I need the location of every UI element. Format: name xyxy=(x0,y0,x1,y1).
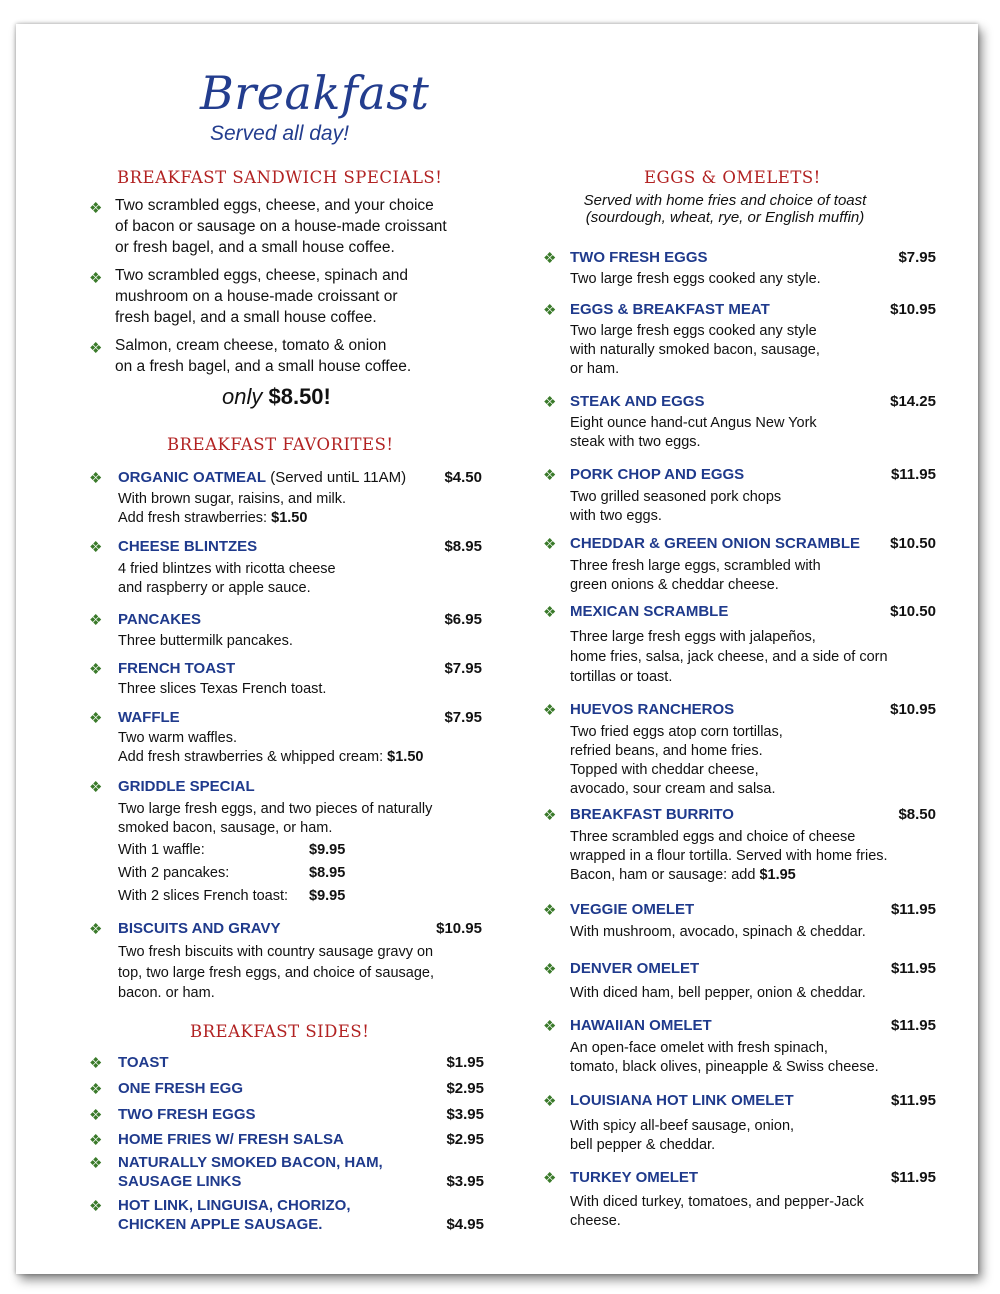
bullet-icon: ❖ xyxy=(543,807,557,824)
item-price: $10.95 xyxy=(890,301,936,318)
item-description: An open-face omelet with fresh spinach, tomato, black olives, pineapple & Swiss cheese. xyxy=(570,1040,879,1075)
bullet-icon: ❖ xyxy=(543,702,557,719)
item-description: 4 fried blintzes with ricotta cheese and raspberry or apple sauce. xyxy=(118,561,336,596)
page-title: Breakfast xyxy=(200,66,430,120)
item-description: With diced ham, bell pepper, onion & cheddar. xyxy=(570,985,866,1001)
side-name: CHICKEN APPLE SAUSAGE. xyxy=(118,1216,323,1233)
side-price: $3.95 xyxy=(446,1106,484,1123)
item-name: TWO FRESH EGGS xyxy=(570,249,708,266)
item-name: STEAK AND EGGS xyxy=(570,393,705,410)
bullet-icon: ❖ xyxy=(89,200,103,217)
item-description: Three slices Texas French toast. xyxy=(118,681,327,697)
favorites-heading: BREAKFAST FAVORITES! xyxy=(167,435,394,454)
item-name: HAWAIIAN OMELET xyxy=(570,1017,712,1034)
side-name: HOME FRIES W/ FRESH SALSA xyxy=(118,1131,344,1148)
bullet-icon: ❖ xyxy=(543,1093,557,1110)
eggs-heading: EGGS & OMELETS! xyxy=(644,168,821,187)
bullet-icon: ❖ xyxy=(89,1198,103,1215)
page-subtitle: Served all day! xyxy=(210,122,349,145)
sandwich-price: only $8.50! xyxy=(222,384,331,409)
side-name: ONE FRESH EGG xyxy=(118,1080,244,1097)
bullet-icon: ❖ xyxy=(89,1132,103,1149)
item-description: Two grilled seasoned pork chops with two eggs. xyxy=(570,489,782,524)
sandwich-item-1: Two scrambled eggs, cheese, and your choice of bacon or sausage on a house-made croissant or fresh bagel, and a small house coffee. xyxy=(115,197,447,256)
side-price: $2.95 xyxy=(446,1080,484,1097)
bullet-icon: ❖ xyxy=(89,340,103,357)
item-name: CHEESE BLINTZES xyxy=(118,538,258,555)
side-price: $4.95 xyxy=(446,1216,484,1233)
side-name: HOT LINK, LINGUISA, CHORIZO, xyxy=(118,1197,351,1214)
bullet-icon: ❖ xyxy=(543,536,557,553)
item-price: $10.50 xyxy=(890,535,936,552)
bullet-icon: ❖ xyxy=(543,394,557,411)
bullet-icon: ❖ xyxy=(543,302,557,319)
bullet-icon: ❖ xyxy=(89,270,103,287)
item-price: $11.95 xyxy=(890,1017,936,1034)
item-name: HUEVOS RANCHEROS xyxy=(570,701,735,718)
item-description: With brown sugar, raisins, and milk. Add fresh strawberries: $1.50 xyxy=(118,491,347,526)
bullet-icon: ❖ xyxy=(543,961,557,978)
item-description: Three scrambled eggs and choice of cheese wrapped in a flour tortilla. Served with home fries. Bacon, ham or sausage: add $1.95 xyxy=(570,829,888,883)
bullet-icon: ❖ xyxy=(543,1170,557,1187)
bullet-icon: ❖ xyxy=(543,1018,557,1035)
side-name: NATURALLY SMOKED BACON, HAM, xyxy=(118,1154,383,1171)
bullet-icon: ❖ xyxy=(543,467,557,484)
item-description: Two fried eggs atop corn tortillas, refried beans, and home fries. Topped with cheddar cheese, avocado, sour cream and salsa. xyxy=(570,724,783,797)
item-description: Two large fresh eggs cooked any style with naturally smoked bacon, sausage, or ham. xyxy=(570,323,820,377)
item-price: $11.95 xyxy=(890,466,936,483)
item-price: $8.95 xyxy=(444,538,482,555)
side-name: TOAST xyxy=(118,1054,169,1071)
bullet-icon: ❖ xyxy=(89,470,103,487)
side-name: SAUSAGE LINKS xyxy=(118,1173,242,1190)
item-name: BREAKFAST BURRITO xyxy=(570,806,734,823)
bullet-icon: ❖ xyxy=(89,921,103,938)
griddle-option-label: With 1 waffle: xyxy=(118,842,205,858)
item-price: $10.50 xyxy=(890,603,936,620)
item-name: PORK CHOP AND EGGS xyxy=(570,466,745,483)
item-price: $7.95 xyxy=(898,249,936,266)
item-price: $11.95 xyxy=(890,1169,936,1186)
item-name: BISCUITS AND GRAVY xyxy=(118,920,281,937)
griddle-option-price: $8.95 xyxy=(309,865,346,881)
item-price: $10.95 xyxy=(436,920,482,937)
griddle-option-price: $9.95 xyxy=(309,842,346,858)
item-price: $10.95 xyxy=(890,701,936,718)
item-name: WAFFLE xyxy=(118,709,180,726)
item-name: CHEDDAR & GREEN ONION SCRAMBLE xyxy=(570,535,861,552)
eggs-note: Served with home fries and choice of toast (sourdough, wheat, rye, or English muffin) xyxy=(583,192,867,226)
item-name: TURKEY OMELET xyxy=(570,1169,699,1186)
item-description: Three buttermilk pancakes. xyxy=(118,633,293,649)
sandwich-item-2: Two scrambled eggs, cheese, spinach and mushroom on a house-made croissant or fresh bagel, and a small house coffee. xyxy=(115,267,408,326)
item-price: $11.95 xyxy=(890,1092,936,1109)
item-name: FRENCH TOAST xyxy=(118,660,236,677)
bullet-icon: ❖ xyxy=(89,710,103,727)
side-name: TWO FRESH EGGS xyxy=(118,1106,256,1123)
side-price: $1.95 xyxy=(446,1054,484,1071)
item-name: LOUISIANA HOT LINK OMELET xyxy=(570,1092,794,1109)
item-description: Three fresh large eggs, scrambled with green onions & cheddar cheese. xyxy=(570,558,821,593)
griddle-option-price: $9.95 xyxy=(309,888,346,904)
item-name: ORGANIC OATMEAL (Served untiL 11AM) xyxy=(118,469,407,486)
bullet-icon: ❖ xyxy=(89,1081,103,1098)
sides-heading: BREAKFAST SIDES! xyxy=(190,1022,370,1041)
item-description: Eight ounce hand-cut Angus New York steak with two eggs. xyxy=(570,415,817,450)
item-description: Two large fresh eggs, and two pieces of naturally smoked bacon, sausage, or ham. xyxy=(118,801,433,836)
item-price: $8.50 xyxy=(898,806,936,823)
item-price: $14.25 xyxy=(890,393,936,410)
griddle-option-label: With 2 pancakes: xyxy=(118,865,230,881)
bullet-icon: ❖ xyxy=(89,1107,103,1124)
sandwich-item-3: Salmon, cream cheese, tomato & onion on a fresh bagel, and a small house coffee. xyxy=(115,337,412,375)
item-price: $11.95 xyxy=(890,901,936,918)
item-price: $6.95 xyxy=(444,611,482,628)
sandwich-heading: BREAKFAST SANDWICH SPECIALS! xyxy=(117,168,443,187)
side-price: $2.95 xyxy=(446,1131,484,1148)
item-name: EGGS & BREAKFAST MEAT xyxy=(570,301,770,318)
item-description: Three large fresh eggs with jalapeños, home fries, salsa, jack cheese, and a side of corn tortillas or toast. xyxy=(570,629,888,685)
item-price: $7.95 xyxy=(444,709,482,726)
item-description: With mushroom, avocado, spinach & cheddar. xyxy=(570,924,866,940)
bullet-icon: ❖ xyxy=(543,604,557,621)
item-description: With spicy all-beef sausage, onion, bell pepper & cheddar. xyxy=(570,1118,795,1153)
item-price: $7.95 xyxy=(444,660,482,677)
bullet-icon: ❖ xyxy=(89,612,103,629)
item-description: Two fresh biscuits with country sausage gravy on top, two large fresh eggs, and choice of sausage, bacon. or ham. xyxy=(118,944,434,1001)
item-description: Two large fresh eggs cooked any style. xyxy=(570,271,821,287)
bullet-icon: ❖ xyxy=(89,1155,103,1172)
bullet-icon: ❖ xyxy=(89,661,103,678)
bullet-icon: ❖ xyxy=(89,779,103,796)
item-name: MEXICAN SCRAMBLE xyxy=(570,603,729,620)
item-name: PANCAKES xyxy=(118,611,202,628)
bullet-icon: ❖ xyxy=(543,902,557,919)
bullet-icon: ❖ xyxy=(89,539,103,556)
bullet-icon: ❖ xyxy=(543,250,557,267)
item-description: With diced turkey, tomatoes, and pepper-Jack cheese. xyxy=(570,1194,864,1229)
item-description: Two warm waffles. Add fresh strawberries & whipped cream: $1.50 xyxy=(118,730,424,765)
item-name: VEGGIE OMELET xyxy=(570,901,695,918)
griddle-option-label: With 2 slices French toast: xyxy=(118,888,289,904)
bullet-icon: ❖ xyxy=(89,1055,103,1072)
side-price: $3.95 xyxy=(446,1173,484,1190)
item-name: GRIDDLE SPECIAL xyxy=(118,778,255,795)
item-price: $11.95 xyxy=(890,960,936,977)
item-name: DENVER OMELET xyxy=(570,960,700,977)
item-price: $4.50 xyxy=(444,469,482,486)
